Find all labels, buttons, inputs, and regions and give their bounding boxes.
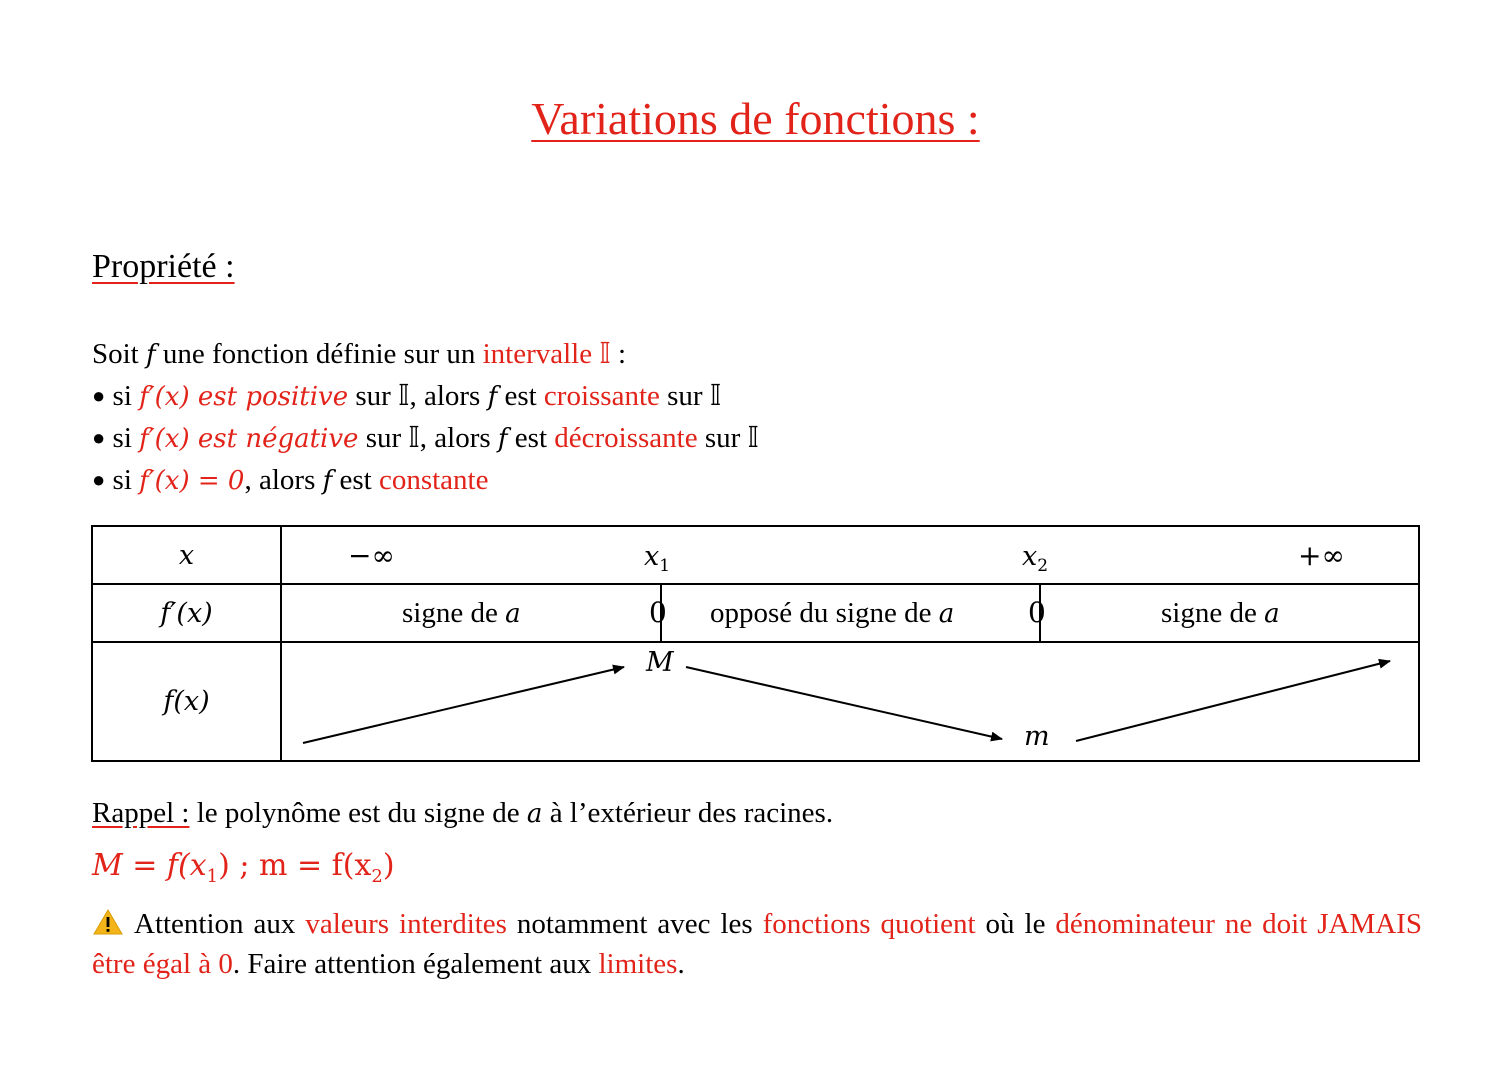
max-label: M [646,647,674,679]
property-text [92,334,1432,502]
x2-label: $x_2$ [1022,541,1049,576]
sign-between-roots: opposé du signe de a [710,597,955,630]
page-title: Variations de fonctions : [531,93,980,144]
increasing-arrow-1 [303,667,624,743]
bullet-icon: ● [92,425,106,450]
f-label: f(x) [92,642,281,761]
sign-after-x2: signe de a [1161,597,1280,630]
zero-x1: 0 [649,596,667,630]
rappel-note: Rappel : le polynôme est du signe de a à l’extérieur des racines. [92,797,834,829]
fprime-label: f′(x) [92,584,281,642]
x1-label: $x_1$ [644,541,671,576]
bullet-icon: ● [92,467,106,492]
minus-infinity: −∞ [348,539,395,572]
variation-row [281,642,1419,761]
property-bullet-zero: ● si f′(x) = 0, alors f est constante [92,464,489,496]
increasing-arrow-2 [1076,661,1390,741]
variation-arrows [282,643,1420,759]
warning-icon [92,908,124,946]
property-bullet-positive: ● si f′(x) est positive sur 𝕀, alors f est croissante sur 𝕀 [92,380,722,412]
sign-row [281,584,1419,642]
x-row [281,526,1419,584]
variation-table [91,525,1420,762]
property-heading: Propriété : [92,248,235,285]
x-label: x [92,526,281,584]
extrema-formula: $M = f(x_1)$ ; $m = f(x_2)$ [92,848,395,887]
attention-note: Attention aux valeurs interdites notamment avec les fonctions quotient où le dénominateur ne doit JAMAIS être égal à 0. Faire attention également aux limites. [92,908,1422,980]
bullet-icon: ● [92,383,106,408]
min-label: m [1024,721,1050,753]
property-bullet-negative: ● si f′(x) est négative sur 𝕀, alors f est décroissante sur 𝕀 [92,422,759,454]
property-intro: Soit f une fonction définie sur un intervalle 𝕀 : [92,338,627,370]
plus-infinity: +∞ [1298,539,1345,572]
decreasing-arrow [686,667,1002,739]
sign-before-x1: signe de a [402,597,521,630]
zero-x2: 0 [1028,596,1046,630]
